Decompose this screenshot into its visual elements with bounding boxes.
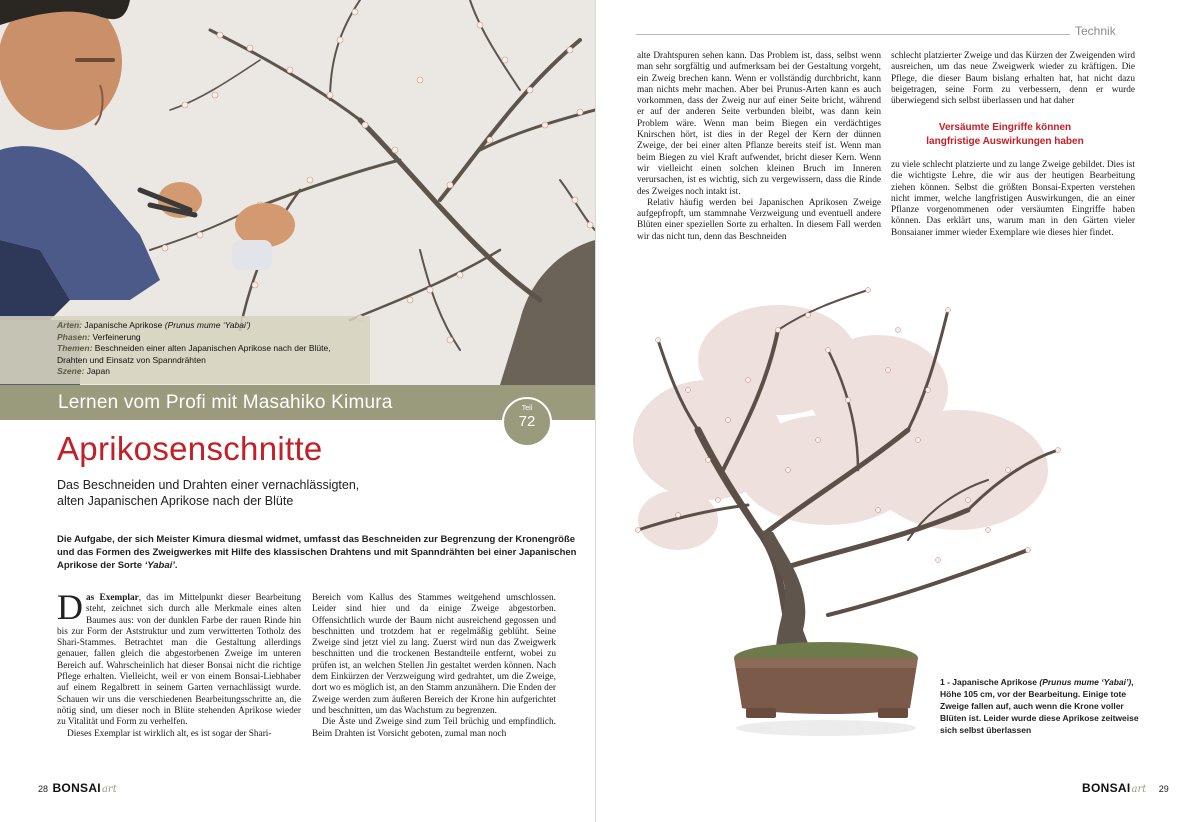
info-art-row: [57, 320, 370, 332]
left-column-2: [312, 593, 556, 740]
article-subhead: [880, 121, 1130, 149]
left-folio: [38, 779, 117, 797]
right-col2-paragraph-2: zu viele schlecht platzierte und zu lange Zweige gebildet. Dies ist die wichtigste Lehre, die wir aus der heutigen Bearbeitung ziehen können. Selbst die größten Bonsai-Experten verstehen nicht immer, welche langfristigen Auswirkungen, die an einer Pflanze vorgenommenen oder versäumten Eingriffe haben können. Das erklärt uns, warum man in den Gärten vieler Bonsaianer immer wieder Exemplare wie dieses hier findet.: [891, 160, 1135, 238]
caption-latin: (Prunus mume ‘Yabai’): [1039, 677, 1132, 687]
info-art-value: Japanische Aprikose: [84, 320, 163, 330]
info-themen-value-line2: Drahten und Einsatz von Spanndrähten: [57, 354, 206, 365]
left-col1-p1-text: , das im Mittelpunkt dieser Bearbeitung steht, zeichnet sich durch alle Merkmale eines alten Baumes aus: von der dunklen Farbe der rauen Rinde hin bis zur Form der Aststruktur und zum verwitterten Totholz des Shari-Stammes. Betrachtet man die Gestaltung allerdings genauer, fallen gleich die abgestorbenen Zweige im unteren Bereich auf. Wahrscheinlich hat dieser Bonsai nicht die richtige Pflege erhalten. Vielleicht, weil er von einem Bonsai-Liebhaber auf einem Regalbrett in seinem Garten vernachlässigt wurde. Schauen wir uns die verschiedenen Bearbeitungsschritte an, die nötig sind, um dieser noch in Blüte stehenden Aprikose wieder zu Vitalität und Form zu verhelfen.: [57, 593, 301, 728]
lead-cultivar: ‘Yabai’: [144, 560, 175, 571]
right-col1-paragraph-1: alte Drahtspuren sehen kann. Das Problem ist, dass, selbst wenn man sehr sorgfältig und aufmerksam bei der Gestaltung vorgeht, ein Zweig brechen kann. Wenn er vollständig durchbricht, kann man nichts mehr machen. Aber bei Prunus-Arten kann es auch vorkommen, dass der Zweig nur auf einer Seite bricht, während er auf der anderen Seite verbunden bleibt, was dann kein Problem wäre. Wenn man beim Biegen ein verdächtiges Knirschen hört, ist dies in der Regel der Kern der dünnen Zweige, der bei einer alten Pflanze bereits steif ist. Wenn man beim Biegen zu viel Kraft aufwendet, bricht dieser Kern. Wenn wir vielleicht einen solchen kleinen Bruch im Inneren verursachen, ist es wichtig, sich zu vergewissern, dass die Rinde des Zweiges noch intakt ist.: [637, 51, 881, 197]
species-info-box: [0, 316, 370, 384]
info-art-latin: (Prunus mume ‘Yabai’): [164, 320, 251, 330]
left-page-number: 28: [38, 784, 49, 794]
info-phasen-key: Phasen:: [57, 331, 91, 342]
right-column-2-top: [891, 51, 1135, 107]
right-col1-paragraph-2: Relativ häufig werden bei Japanischen Aprikosen Zweige aufgepfropft, um stammnahe Verzweigung und eventuell andere Blüten einer speziellen Sorte zu erhalten. In diesem Fall werden wir das nicht tun, denn das Beschneiden: [637, 197, 881, 242]
part-label: Teil: [521, 405, 533, 412]
part-number-badge: [502, 397, 552, 447]
section-rule: [636, 34, 1070, 35]
section-label: Technik: [1075, 24, 1116, 38]
left-column-1: [57, 587, 301, 740]
info-art-key: Arten:: [57, 320, 83, 330]
left-col1-paragraph-2: Dieses Exemplar ist wirklich alt, es ist sogar der Shari-: [67, 728, 272, 739]
right-bonsai-logo: BONSAI: [1082, 781, 1131, 795]
left-col1-paragraph-1: [57, 587, 301, 729]
article-subtitle: [57, 477, 477, 509]
caption-text: , Höhe 105 cm, vor der Bearbeitung. Einige tote Zweige fallen auf, auch wenn die Krone voller Blüten ist. Leider wurde diese Aprikose zeitweise sich selbst überlassen: [940, 677, 1139, 735]
info-phasen-row: [57, 332, 370, 344]
lead-text: Die Aufgabe, der sich Meister Kimura diesmal widmet, umfasst das Beschneiden zur Begrenzung der Kronengröße und das Formen des Zweigwerkes mit Hilfe des klassischen Drahtens und mit Spanndrähten bei einer Japanischen Aprikose der Sorte: [57, 534, 577, 571]
right-logo-art: art: [1131, 784, 1147, 795]
left-bonsai-logo: BONSAI: [52, 781, 101, 795]
subtitle-line-1: Das Beschneiden und Drahten einer vernachlässigten,: [57, 478, 360, 492]
figure-caption: [940, 676, 1140, 736]
info-szene-key: Szene:: [57, 366, 85, 376]
info-szene-row: [57, 366, 370, 378]
info-themen-key: Themen:: [57, 343, 93, 353]
right-col2-paragraph-1: schlecht platzierter Zweige und das Kürzen der Zweigenden wird ausreichen, um das neue Zweigwerk wieder zu kräftigen. Die Pflege, die dieser Baum bislang erhalten hat, hat nicht dazu beigetragen, seine Form zu verbessern, denn er wurde überwiegend sich selbst überlassen und hat daher: [891, 51, 1135, 107]
subhead-line-2: langfristige Auswirkungen haben: [926, 136, 1084, 147]
right-column-2-bottom: [891, 160, 1135, 239]
caption-prefix: 1 - Japanische Aprikose: [940, 677, 1040, 687]
info-szene-value: Japan: [86, 366, 110, 376]
drop-cap: D: [57, 587, 83, 627]
left-col1-bold-start: as Exemplar: [86, 593, 139, 603]
right-folio: [1082, 779, 1169, 797]
left-col2-paragraph-1: Bereich vom Kallus des Stammes weitgehend umschlossen. Leider sind hier und da einige Zweige abgestorben. Offensichtlich wurde der Baum nicht ausreichend gegossen und beschnitten und trotzdem hat er regelmäßig geblüht. Seine Zweige sind jetzt viel zu lang. Zuerst wird nun das Zweigwerk beschnitten und die trockenen Bestandteile entfernt, wobei zu prüfen ist, an welchen Stellen Jin gestaltet werden können. Nach dem Einkürzen der Verzweigung wird gedrahtet, um die Zweige, dort wo es möglich ist, an den Stamm anzunähern. Die Enden der Zweige werden zum äußeren Bereich der Krone hin aufgerichtet und beschnitten, um das Wachstum zu begrenzen.: [312, 593, 556, 716]
info-phasen-value: Verfeinerung: [92, 331, 141, 342]
lead-end: .: [174, 560, 178, 571]
info-themen-row: [57, 343, 370, 355]
left-logo-art: art: [101, 784, 117, 795]
subtitle-line-2: alten Japanischen Aprikose nach der Blüte: [57, 494, 294, 508]
subhead-line-1: Versäumte Eingriffe können: [938, 122, 1072, 133]
info-themen-value-line1: Beschneiden einer alten Japanischen Aprikose nach der Blüte,: [94, 343, 331, 353]
info-themen-row-2: [57, 355, 370, 367]
left-col2-paragraph-2: Die Äste und Zweige sind zum Teil brüchig und empfindlich. Beim Drahten ist Vorsicht geboten, zumal man noch: [312, 717, 556, 739]
article-lead: [57, 533, 577, 572]
right-page-number: 29: [1158, 784, 1169, 794]
article-headline: Aprikosenschnitte: [57, 430, 323, 467]
part-number: 72: [518, 413, 536, 430]
series-banner-title: Lernen vom Profi mit Masahiko Kimura: [58, 392, 393, 413]
page-gutter: [595, 0, 596, 822]
right-column-1: [637, 51, 881, 243]
